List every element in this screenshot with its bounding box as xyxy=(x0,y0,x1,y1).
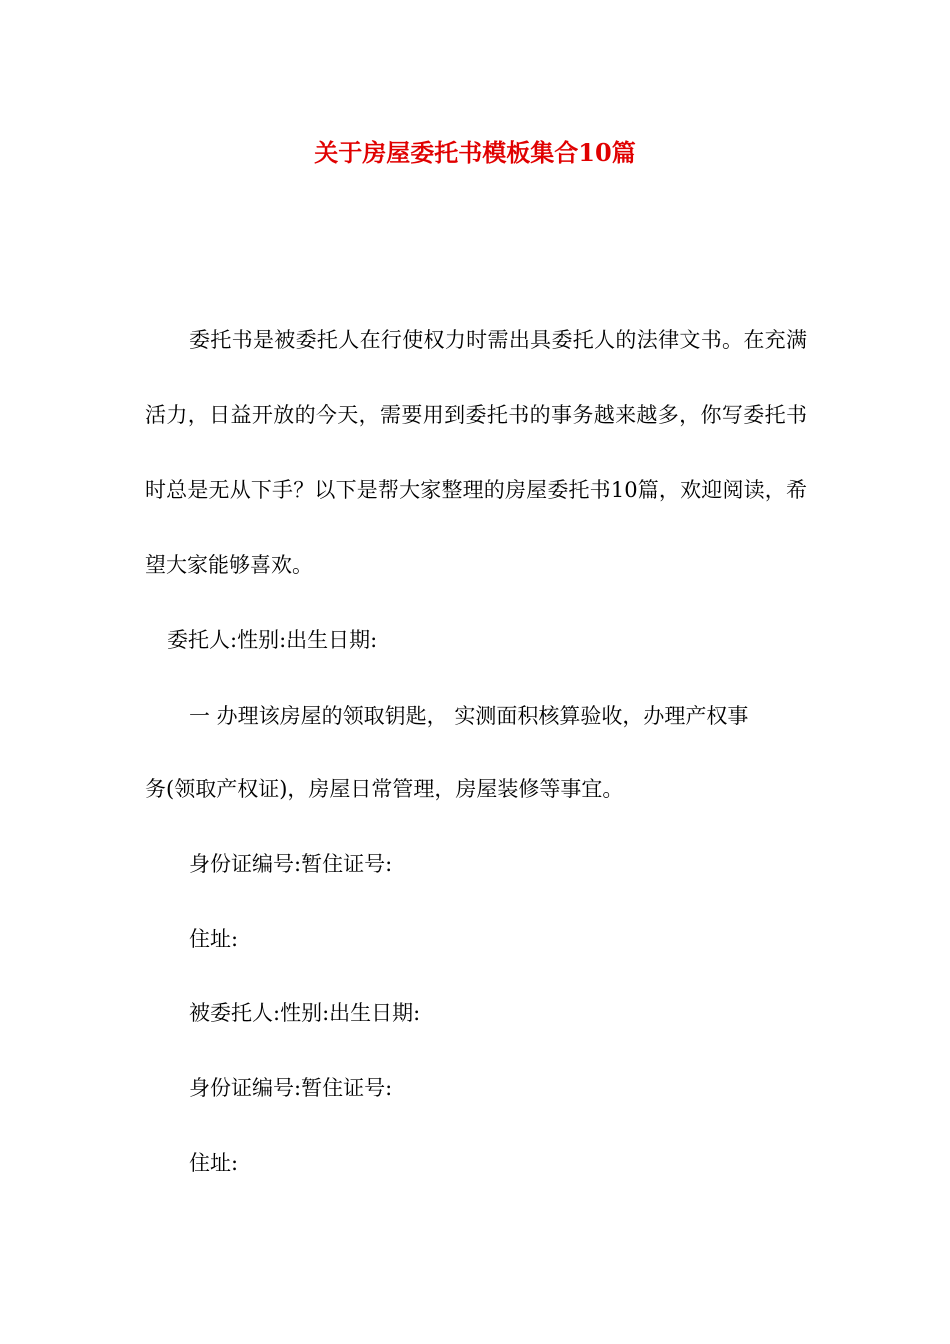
item-one-line-1: 一 办理该房屋的领取钥匙， 实测面积核算验收，办理产权事 xyxy=(189,704,749,728)
id-line-2: 身份证编号:暂住证号: xyxy=(189,1076,393,1100)
intro-paragraph: 委托书是被委托人在行使权力时需出具委托人的法律文书。在充满活力，日益开放的今天，需要用到委托书的事务越来越多，你写委托书时总是无从下手？以下是帮大家整理的房屋委托书10篇，欢迎阅读，希望大家能够喜欢。 xyxy=(145,328,807,577)
id-line-1: 身份证编号:暂住证号: xyxy=(189,852,393,876)
item-one-line-2: 务(领取产权证)，房屋日常管理，房屋装修等事宜。 xyxy=(145,777,624,801)
address-line-2: 住址: xyxy=(189,1151,239,1175)
principal-line: 委托人:性别:出生日期: xyxy=(167,628,378,652)
address-line-1: 住址: xyxy=(189,927,239,951)
agent-line: 被委托人:性别:出生日期: xyxy=(189,1001,421,1025)
document-title: 关于房屋委托书模板集合10篇 xyxy=(314,138,636,167)
